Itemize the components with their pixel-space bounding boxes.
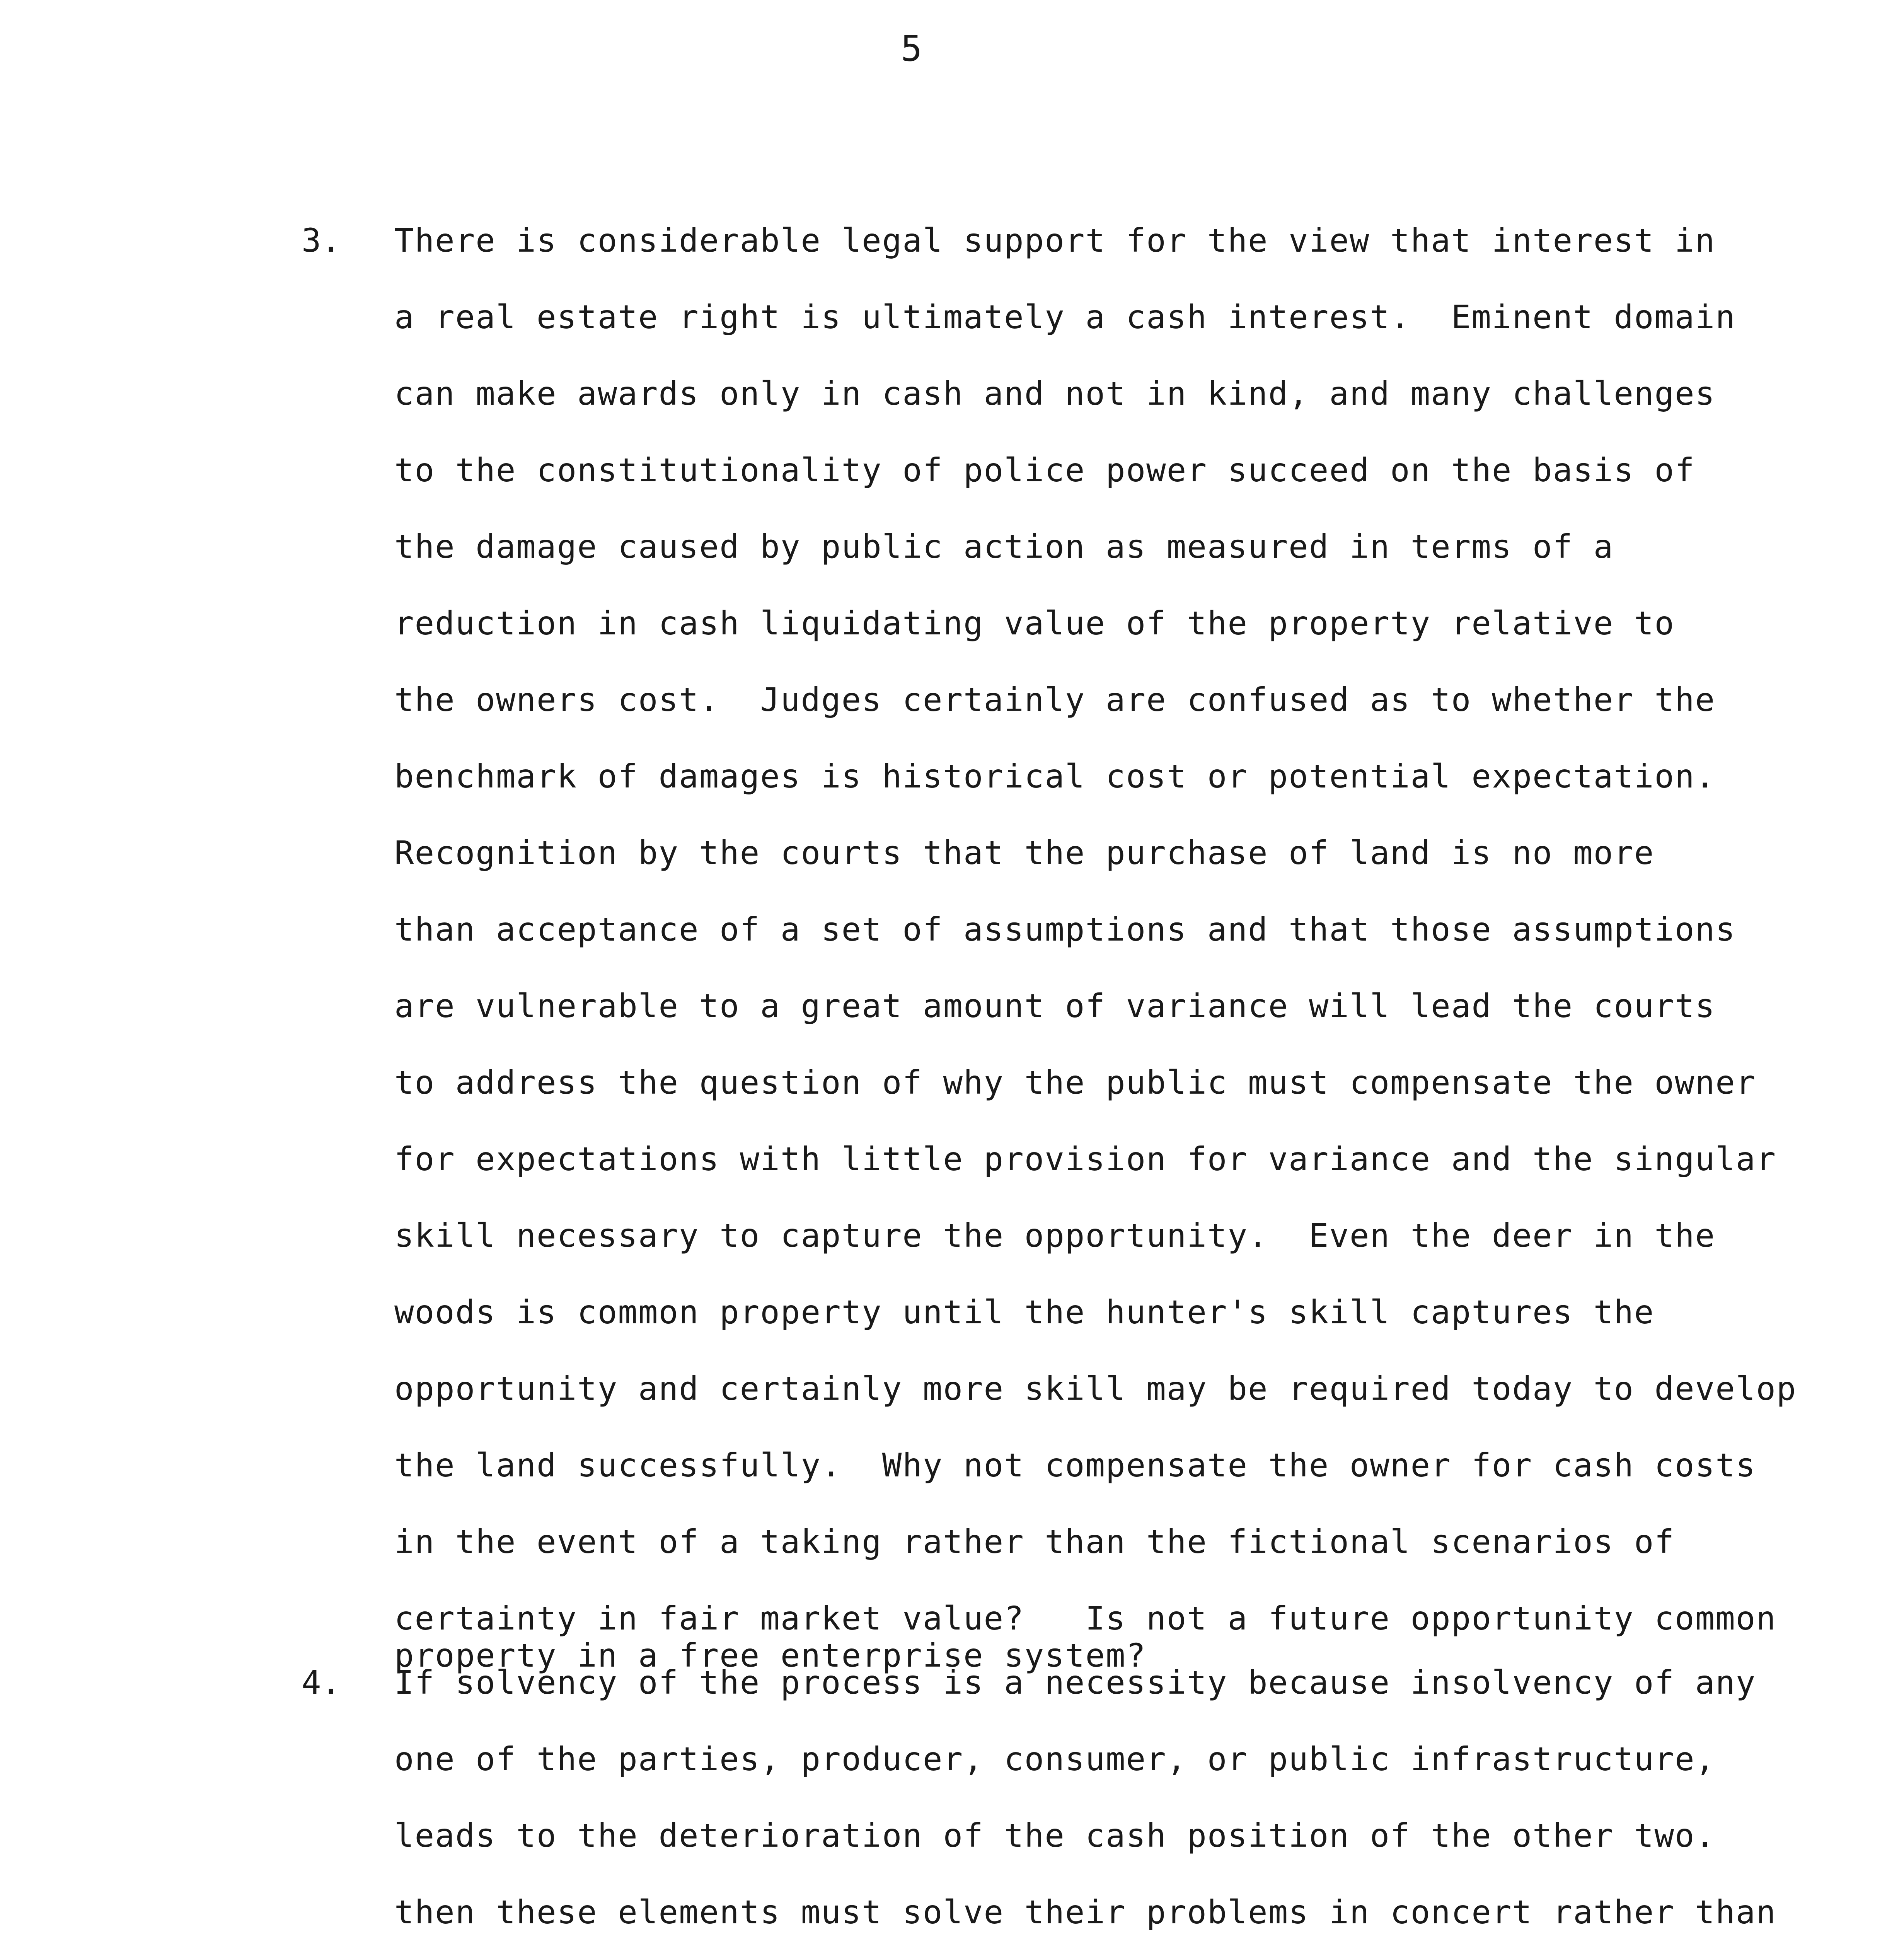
text-line: Recognition by the courts that the purchase of land is no more xyxy=(394,834,1655,872)
text-line: reduction in cash liquidating value of the property relative to xyxy=(394,604,1675,642)
text-line: the damage caused by public action as measured in terms of a xyxy=(394,528,1614,566)
text-line: woods is common property until the hunter's skill captures the xyxy=(394,1293,1655,1331)
text-line: benchmark of damages is historical cost or potential expectation. xyxy=(394,757,1716,795)
text-line: can make awards only in cash and not in kind, and many challenges xyxy=(394,375,1716,413)
text-line: the land successfully. Why not compensate the owner for cash costs xyxy=(394,1446,1756,1484)
text-line: leads to the deterioration of the cash position of the other two. xyxy=(394,1817,1716,1855)
text-line: opportunity and certainly more skill may be required today to develop xyxy=(394,1370,1797,1408)
page-number: 5 xyxy=(901,28,922,69)
text-line: If solvency of the process is a necessity because insolvency of any xyxy=(394,1664,1756,1701)
text-line: then these elements must solve their problems in concert rather than xyxy=(394,1893,1776,1931)
text-line: property in a free enterprise system? xyxy=(394,1636,1147,1674)
text-line: to the constitutionality of police power succeed on the basis of xyxy=(394,451,1695,489)
text-line: to address the question of why the public must compensate the owner xyxy=(394,1064,1756,1101)
text-line: skill necessary to capture the opportunity. Even the deer in the xyxy=(394,1217,1716,1255)
text-line: for expectations with little provision for variance and the singular xyxy=(394,1140,1776,1178)
text-line: than acceptance of a set of assumptions and that those assumptions xyxy=(394,910,1736,948)
text-line: There is considerable legal support for the view that interest in xyxy=(394,222,1716,259)
text-line: are vulnerable to a great amount of variance will lead the courts xyxy=(394,987,1716,1025)
item-number: 4. xyxy=(302,1664,341,1701)
text-line: certainty in fair market value? Is not a future opportunity common xyxy=(394,1599,1776,1637)
text-line: a real estate right is ultimately a cash interest. Eminent domain xyxy=(394,298,1736,336)
item-number: 3. xyxy=(302,222,341,259)
text-line: in the event of a taking rather than the fictional scenarios of xyxy=(394,1523,1675,1561)
text-line: the owners cost. Judges certainly are confused as to whether the xyxy=(394,681,1716,719)
text-line: one of the parties, producer, consumer, or public infrastructure, xyxy=(394,1740,1716,1778)
